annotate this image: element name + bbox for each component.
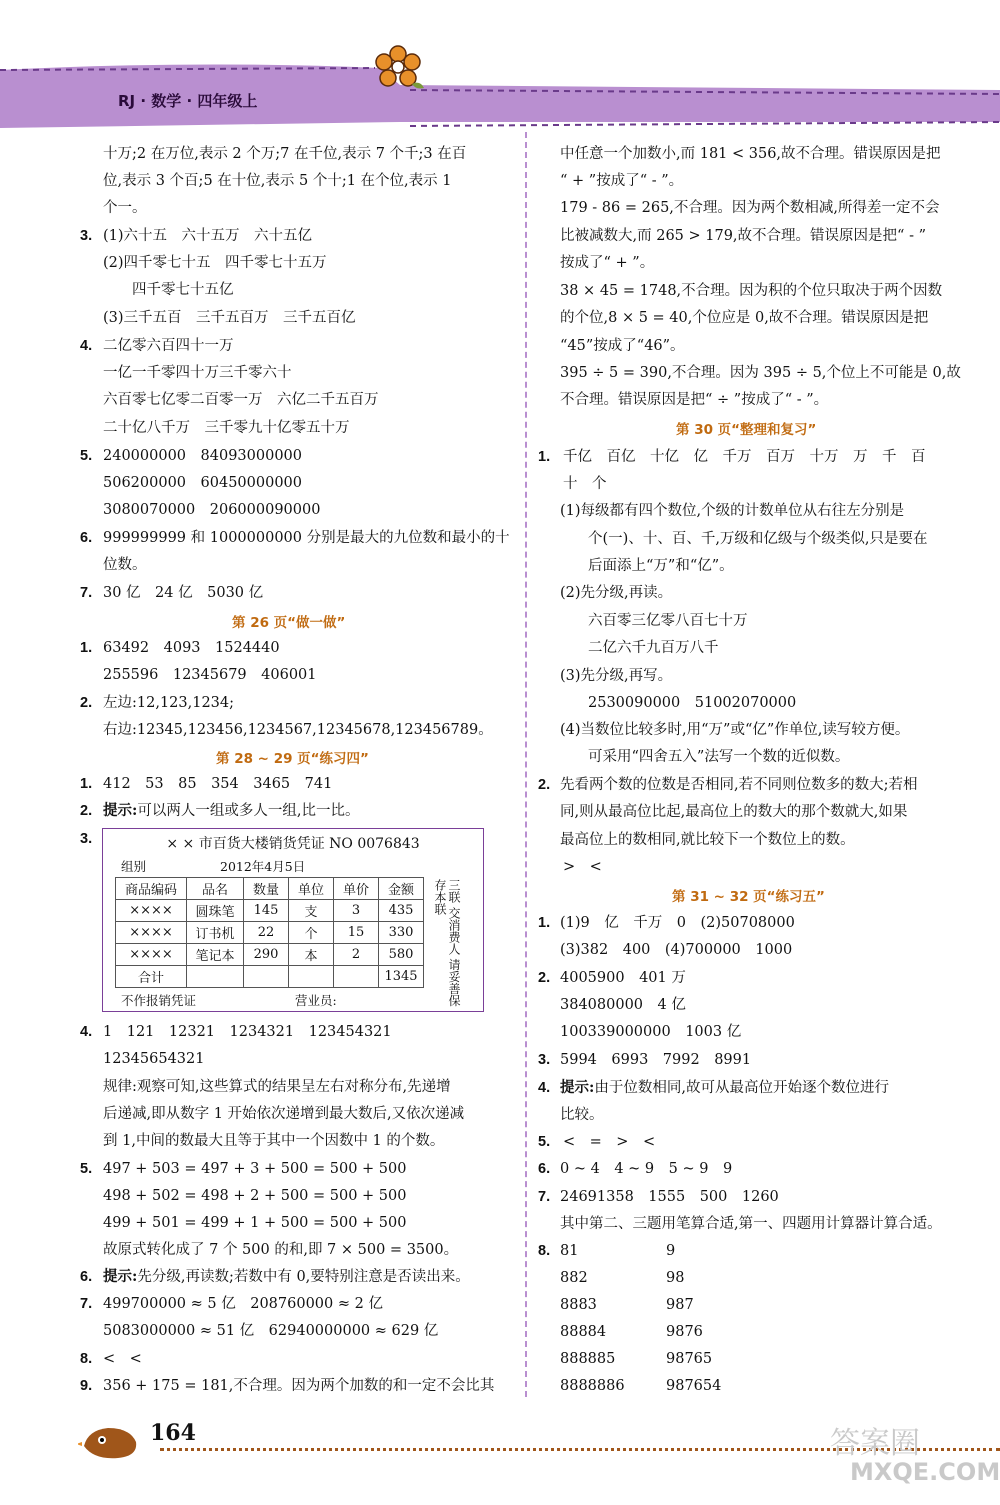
question-number: 6. xyxy=(538,1161,551,1177)
answer-line: 最高位上的数相同,就比较下一个数位上的数。 xyxy=(560,832,855,848)
answer-cell: 88884 xyxy=(560,1324,607,1340)
table-cell: 圆珠笔 xyxy=(187,900,244,922)
table-cell: 290 xyxy=(244,944,289,966)
table-cell: 580 xyxy=(379,944,424,966)
hint-text: 先分级,再读数;若数中有 0,要特别注意是否读出来。 xyxy=(137,1269,470,1285)
answer-line: 499 + 501 = 499 + 1 + 500 = 500 + 500 xyxy=(103,1215,407,1231)
question-number: 5. xyxy=(538,1134,551,1150)
answer-cell: 81 xyxy=(560,1243,579,1259)
question-number: 6. xyxy=(80,1269,93,1285)
text-line: 十万;2 在万位,表示 2 个万;7 在千位,表示 7 个千;3 在百 xyxy=(103,146,467,162)
table-row xyxy=(116,944,424,966)
text-line: 179 - 86 = 265,不合理。因为两个数相减,所得差一定不会 xyxy=(560,200,940,216)
header-title: RJ · 数学 · 四年级上 xyxy=(118,92,258,110)
table-cell: ×××× xyxy=(116,944,187,966)
answer-line: 384080000 4 亿 xyxy=(560,997,686,1013)
table-cell xyxy=(289,966,334,988)
question-number: 4. xyxy=(80,338,93,354)
table-cell: 3 xyxy=(334,900,379,922)
receipt-clerk-label: 营业员: xyxy=(295,993,337,1008)
answer-line: 240000000 84093000000 xyxy=(103,448,303,464)
answer-line: 比较。 xyxy=(560,1107,604,1123)
table-cell: ×××× xyxy=(116,922,187,944)
answer-cell: 98765 xyxy=(666,1351,713,1367)
answer-line: 后面添上“万”和“亿”。 xyxy=(588,558,734,574)
answer-cell: 888885 xyxy=(560,1351,616,1367)
question-number: 6. xyxy=(80,530,93,546)
answer-line: 12345654321 xyxy=(103,1051,205,1067)
answer-line: 后递减,即从数字 1 开始依次递增到最大数后,又依次递减 xyxy=(103,1106,465,1122)
receipt-side-note xyxy=(433,879,461,1011)
answer-line: 0 ~ 4 4 ~ 9 5 ~ 9 9 xyxy=(560,1161,733,1177)
answer-line: 356 + 175 = 181,不合理。因为两个加数的和一定不会比其 xyxy=(103,1378,495,1394)
question-number: 4. xyxy=(538,1080,551,1096)
answer-cell: 9876 xyxy=(666,1324,703,1340)
answer-line: (3)三千五百 三千五百万 三千五百亿 xyxy=(103,310,356,326)
table-cell xyxy=(334,966,379,988)
answer-line: 1 121 12321 1234321 123454321 xyxy=(103,1024,392,1040)
text-line: 不合理。错误原因是把“ ÷ ”按成了“ - ”。 xyxy=(560,392,829,408)
question-number: 3. xyxy=(538,1052,551,1068)
hint-label: 提示: xyxy=(560,1079,595,1096)
table-cell: 合计 xyxy=(116,966,187,988)
answer-line: 二十亿八千万 三千零九十亿零五十万 xyxy=(103,420,350,436)
question-number: 1. xyxy=(538,915,551,931)
answer-line: < < xyxy=(103,1351,142,1367)
answer-line: 497 + 503 = 497 + 3 + 500 = 500 + 500 xyxy=(103,1161,407,1177)
answer-line: 二亿零六百四十一万 xyxy=(103,338,234,354)
table-cell: 330 xyxy=(379,922,424,944)
table-cell: 个 xyxy=(289,922,334,944)
answer-line: 498 + 502 = 498 + 2 + 500 = 500 + 500 xyxy=(103,1188,407,1204)
answer-line: 4005900 401 万 xyxy=(560,970,686,986)
table-cell: 本 xyxy=(289,944,334,966)
answer-line xyxy=(103,801,359,821)
table-cell: 145 xyxy=(244,900,289,922)
watermark-logo: 答案圈 xyxy=(830,1426,920,1461)
answer-cell: 8883 xyxy=(560,1297,597,1313)
receipt-footer-note: 不作报销凭证 xyxy=(121,993,197,1008)
answer-cell: 98 xyxy=(666,1270,685,1286)
page-number: 164 xyxy=(150,1420,196,1446)
receipt-date: 2012年4月5日 xyxy=(220,859,306,874)
text-line: 按成了“ + ”。 xyxy=(560,255,655,271)
answer-line: (3)382 400 (4)700000 1000 xyxy=(560,942,793,958)
receipt-side-1: 三联 xyxy=(447,879,461,903)
watermark-url: MXQE.COM xyxy=(850,1458,1000,1486)
answer-line: 六百零三亿零八百七十万 xyxy=(588,613,748,629)
table-cell: 15 xyxy=(334,922,379,944)
text-line: 位,表示 3 个百;5 在十位,表示 5 个十;1 在个位,表示 1 xyxy=(103,173,452,189)
text-line: 中任意一个加数小,而 181 < 356,故不合理。错误原因是把 xyxy=(560,146,941,162)
table-cell: 2 xyxy=(334,944,379,966)
answer-line: 24691358 1555 500 1260 xyxy=(560,1189,779,1205)
table-header: 商品编码 xyxy=(116,878,187,900)
answer-line: (1)六十五 六十五万 六十五亿 xyxy=(103,228,313,244)
flower-icon xyxy=(368,40,428,100)
receipt-table xyxy=(115,877,424,988)
answer-line: 999999999 和 1000000000 分别是最大的九位数和最小的十 xyxy=(103,530,510,546)
answer-line: 二亿六千九百万八千 xyxy=(588,640,719,656)
text-line: 38 × 45 = 1748,不合理。因为积的个位只取决于两个因数 xyxy=(560,283,943,299)
table-cell: 支 xyxy=(289,900,334,922)
answer-line: 故原式转化成了 7 个 500 的和,即 7 × 500 = 3500。 xyxy=(103,1242,459,1258)
answer-line: < = > < xyxy=(563,1134,656,1150)
hint-label: 提示: xyxy=(103,802,138,819)
answer-line: 四千零七十五亿 xyxy=(132,282,234,298)
table-cell xyxy=(187,966,244,988)
receipt-title: × × 市百货大楼销货凭证 NO 0076843 xyxy=(166,836,420,852)
table-header: 金额 xyxy=(379,878,424,900)
receipt-side-3: 请妥善保存本联 xyxy=(433,879,461,1007)
answer-line: (1)每级都有四个数位,个级的计数单位从右往左分别是 xyxy=(560,503,905,519)
answer-cell: 9 xyxy=(666,1243,676,1259)
hint-text: 由于位数相同,故可从最高位开始逐个数位进行 xyxy=(594,1080,889,1096)
question-number: 3. xyxy=(80,831,93,847)
answer-line: 位数。 xyxy=(103,557,147,573)
answer-cell: 8888886 xyxy=(560,1378,625,1394)
section-heading: 第 26 页“做一做” xyxy=(232,615,346,631)
answer-line: 506200000 60450000000 xyxy=(103,475,303,491)
answer-line: 5994 6993 7992 8991 xyxy=(560,1052,752,1068)
text-line: “ + ”按成了“ - ”。 xyxy=(560,173,684,189)
answer-cell: 987654 xyxy=(666,1378,722,1394)
question-number: 1. xyxy=(538,449,551,465)
table-header: 数量 xyxy=(244,878,289,900)
answer-line: 63492 4093 1524440 xyxy=(103,640,280,656)
answer-line: (2)四千零七十五 四千零七十五万 xyxy=(103,255,327,271)
answer-line: (1)9 亿 千万 0 (2)50708000 xyxy=(560,915,795,931)
answer-cell: 987 xyxy=(666,1297,694,1313)
table-header-row xyxy=(116,878,424,900)
question-number: 7. xyxy=(538,1189,551,1205)
answer-line: 规律:观察可知,这些算式的结果呈左右对称分布,先递增 xyxy=(103,1079,451,1095)
receipt-footer xyxy=(121,991,337,1009)
table-cell: 435 xyxy=(379,900,424,922)
question-number: 7. xyxy=(80,1296,93,1312)
table-cell: 1345 xyxy=(379,966,424,988)
text-line: “45”按成了“46”。 xyxy=(560,338,685,354)
section-heading: 第 31 ~ 32 页“练习五” xyxy=(672,889,825,905)
text-line: 比被减数大,而 265 > 179,故不合理。错误原因是把“ - ” xyxy=(560,228,926,244)
answer-line: 30 亿 24 亿 5030 亿 xyxy=(103,585,264,601)
table-header: 单位 xyxy=(289,878,334,900)
question-number: 3. xyxy=(80,228,93,244)
answer-line: 100339000000 1003 亿 xyxy=(560,1024,742,1040)
table-row xyxy=(116,922,424,944)
question-number: 9. xyxy=(80,1378,93,1394)
question-number: 2. xyxy=(538,970,551,986)
table-header: 单价 xyxy=(334,878,379,900)
answer-line xyxy=(103,1267,470,1287)
table-header: 品名 xyxy=(187,878,244,900)
answer-line: 499700000 ≈ 5 亿 208760000 ≈ 2 亿 xyxy=(103,1296,383,1312)
answer-line: 2530090000 51002070000 xyxy=(588,695,797,711)
answer-line: 到 1,中间的数最大且等于其中一个因数中 1 的个数。 xyxy=(103,1133,445,1149)
answer-line: 可采用“四舍五入”法写一个数的近似数。 xyxy=(588,749,850,765)
answer-line: 同,则从最高位比起,最高位上的数大的那个数就大,如果 xyxy=(560,804,908,820)
receipt-info xyxy=(121,857,305,875)
answer-line: 左边:12,123,1234; xyxy=(103,695,235,711)
receipt-group-label: 组别 xyxy=(121,859,147,874)
answer-line: 其中第二、三题用笔算合适,第一、四题用计算器计算合适。 xyxy=(560,1216,942,1232)
question-number: 8. xyxy=(80,1351,93,1367)
hint-label: 提示: xyxy=(103,1268,138,1285)
question-number: 2. xyxy=(80,695,93,711)
question-number: 7. xyxy=(80,585,93,601)
answer-line: 3080070000 206000090000 xyxy=(103,502,321,518)
text-line: 395 ÷ 5 = 390,不合理。因为 395 ÷ 5,个位上不可能是 0,故 xyxy=(560,365,961,381)
answer-line: (2)先分级,再读。 xyxy=(560,585,673,601)
answer-line: 右边:12345,123456,1234567,12345678,123456789。 xyxy=(103,722,493,738)
answer-line: 412 53 85 354 3465 741 xyxy=(103,776,333,792)
column-divider xyxy=(525,132,527,1397)
answer-line: 十 个 xyxy=(563,476,607,492)
table-total-row xyxy=(116,966,424,988)
answer-line: > < xyxy=(563,859,602,875)
question-number: 5. xyxy=(80,448,93,464)
answer-line: 千亿 百亿 十亿 亿 千万 百万 十万 万 千 百 xyxy=(563,449,926,465)
table-row xyxy=(116,900,424,922)
sales-receipt xyxy=(102,828,484,1012)
answer-line xyxy=(560,1078,889,1098)
text-line: 个一。 xyxy=(103,200,147,216)
table-cell xyxy=(244,966,289,988)
section-heading: 第 28 ~ 29 页“练习四” xyxy=(216,751,369,767)
answer-line: 5083000000 ≈ 51 亿 62940000000 ≈ 629 亿 xyxy=(103,1323,439,1339)
question-number: 1. xyxy=(80,776,93,792)
answer-line: (4)当数位比较多时,用“万”或“亿”作单位,读写较方便。 xyxy=(560,722,910,738)
answer-cell: 882 xyxy=(560,1270,588,1286)
table-cell: 笔记本 xyxy=(187,944,244,966)
table-cell: 订书机 xyxy=(187,922,244,944)
table-cell: ×××× xyxy=(116,900,187,922)
question-number: 4. xyxy=(80,1024,93,1040)
answer-line: 255596 12345679 406001 xyxy=(103,667,317,683)
answer-line: 个(一)、十、百、千,万级和亿级与个级类似,只是要在 xyxy=(588,531,928,547)
answer-line: 一亿一千零四十万三千零六十 xyxy=(103,365,292,381)
answer-line: 先看两个数的位数是否相同,若不同则位数多的数大;若相 xyxy=(560,777,918,793)
answer-line: 六百零七亿零二百零一万 六亿二千五百万 xyxy=(103,392,379,408)
table-cell: 22 xyxy=(244,922,289,944)
section-heading: 第 30 页“整理和复习” xyxy=(676,422,817,438)
bird-icon xyxy=(78,1422,158,1462)
question-number: 5. xyxy=(80,1161,93,1177)
question-number: 2. xyxy=(80,803,93,819)
answer-line: (3)先分级,再写。 xyxy=(560,668,673,684)
hint-text: 可以两人一组或多人一组,比一比。 xyxy=(137,803,360,819)
question-number: 8. xyxy=(538,1243,551,1259)
receipt-side-2: 交消费人 xyxy=(447,906,461,955)
text-line: 的个位,8 × 5 = 40,个位应是 0,故不合理。错误原因是把 xyxy=(560,310,929,326)
question-number: 2. xyxy=(538,777,551,793)
question-number: 1. xyxy=(80,640,93,656)
